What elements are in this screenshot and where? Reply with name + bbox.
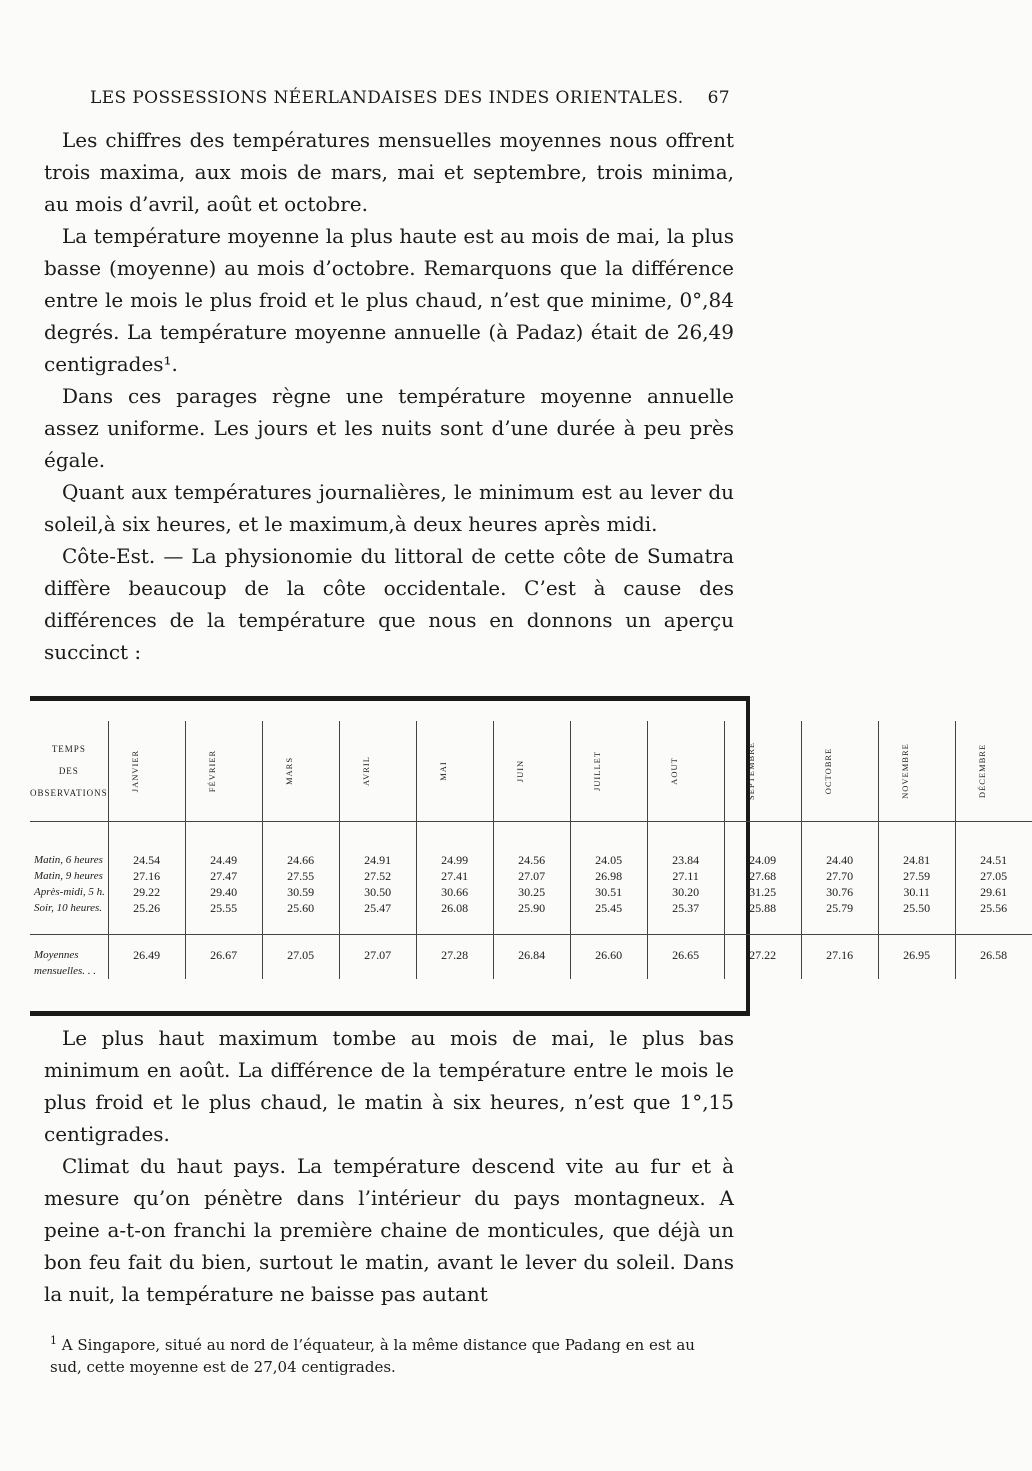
month-header	[493, 721, 570, 821]
table-cell: 27.16	[133, 868, 161, 883]
month-label: NOVEMBRE	[899, 742, 910, 799]
month-header	[108, 721, 185, 821]
text-block-before-table	[44, 124, 734, 668]
table-cell: 24.56	[518, 852, 546, 867]
table-cell: 27.41	[441, 868, 469, 883]
table-cell: 30.51	[595, 884, 623, 899]
table-cell: 26.98	[595, 868, 623, 883]
table-cell: 24.81	[903, 852, 931, 867]
month-label: DÉCEMBRE	[976, 743, 987, 798]
footnote-text: A Singapore, situé au nord de l’équateur, à la même distance que Padang en est au sud, cette moyenne est de 27,04 centigrades.	[50, 1336, 695, 1376]
month-label: JANVIER	[129, 749, 140, 792]
month-header	[724, 721, 801, 821]
table-cell: 25.26	[133, 900, 161, 915]
month-column	[185, 821, 262, 934]
table-cell: 25.56	[980, 900, 1008, 915]
table-cell: 24.49	[210, 852, 238, 867]
month-label: JUIN	[514, 759, 525, 782]
table-cell: 31.25	[749, 884, 777, 899]
table-cell: 27.47	[210, 868, 238, 883]
table-cell: 24.05	[595, 852, 623, 867]
table-cell: 26.08	[441, 900, 469, 915]
table-cell: 26.67	[185, 934, 262, 979]
table-cell: 24.40	[826, 852, 854, 867]
table-cell: 29.22	[133, 884, 161, 899]
month-header	[647, 721, 724, 821]
month-column	[339, 821, 416, 934]
table-cell: 27.16	[801, 934, 878, 979]
table-cell: 27.55	[287, 868, 315, 883]
table-cell: 24.66	[287, 852, 315, 867]
month-header	[801, 721, 878, 821]
running-head	[60, 88, 740, 116]
table-cell: 27.70	[826, 868, 854, 883]
table-cell: 27.68	[749, 868, 777, 883]
month-label: FÉVRIER	[206, 749, 217, 792]
observation-times	[30, 821, 108, 934]
footnote	[50, 1330, 730, 1378]
row-label: Matin, 9 heures	[34, 869, 103, 882]
month-header	[416, 721, 493, 821]
month-column	[416, 821, 493, 934]
paragraph: Le plus haut maximum tombe au mois de mai, le plus bas minimum en août. La différence de la température entre le mois le plus froid et le plus chaud, le matin à six heures, n’est que 1°,15 centigrades.	[44, 1026, 734, 1146]
month-column	[955, 821, 1032, 934]
table-cell: 25.45	[595, 900, 623, 915]
month-header	[878, 721, 955, 821]
month-label: JUILLET	[591, 750, 602, 791]
month-label: MARS	[283, 756, 294, 785]
table-cell: 26.58	[955, 934, 1032, 979]
table-cell: 30.76	[826, 884, 854, 899]
table-cell: 24.91	[364, 852, 392, 867]
table-cell: 26.60	[570, 934, 647, 979]
table-cell: 27.05	[980, 868, 1008, 883]
corner-header: TEMPS DES OBSERVATIONS	[30, 721, 108, 821]
row-label: Soir, 10 heures.	[34, 901, 103, 914]
table-cell: 26.49	[108, 934, 185, 979]
table-cell: 27.11	[672, 868, 699, 883]
table-cell: 25.55	[210, 900, 238, 915]
table-cell: 25.60	[287, 900, 315, 915]
month-column	[570, 821, 647, 934]
table-cell: 24.51	[980, 852, 1008, 867]
table-cell: 24.09	[749, 852, 777, 867]
month-column	[108, 821, 185, 934]
table-cell: 27.59	[903, 868, 931, 883]
paragraph: Climat du haut pays. La température descend vite au fur et à mesure qu’on pénètre dans l’intérieur du pays montagneux. A peine a-t-on franchi la première chaine de monticules, que déjà un bon feu fait du bien, surtout le matin, avant le lever du soleil. Dans la nuit, la température ne baisse pas autant	[44, 1154, 734, 1306]
table-cell: 27.05	[262, 934, 339, 979]
table-cell: 27.28	[416, 934, 493, 979]
month-label: OCTOBRE	[822, 747, 833, 795]
month-label: SEPTEMBRE	[745, 741, 756, 800]
month-header	[955, 721, 1032, 821]
month-label: AVRIL	[360, 755, 371, 786]
temperature-table	[30, 696, 1008, 1016]
month-label: AOUT	[668, 756, 679, 785]
month-column	[262, 821, 339, 934]
table-cell: 25.90	[518, 900, 546, 915]
month-column	[801, 821, 878, 934]
table-cell: 25.47	[364, 900, 392, 915]
page-number: 67	[707, 88, 730, 108]
row-label: Après-midi, 5 h.	[34, 885, 105, 898]
table-cell: 25.79	[826, 900, 854, 915]
table-cell: 23.84	[672, 852, 700, 867]
month-label: MAI	[437, 760, 448, 781]
table-cell: 27.52	[364, 868, 392, 883]
text-block-after-table	[44, 1022, 734, 1310]
month-header	[262, 721, 339, 821]
footnote-marker: 1	[50, 1334, 57, 1347]
table-cell: 30.25	[518, 884, 546, 899]
paragraph: Les chiffres des températures mensuelles moyennes nous offrent trois maxima, aux mois de mars, mai et septembre, trois minima, au mois d’avril, août et octobre.	[44, 128, 734, 216]
table-cell: 25.88	[749, 900, 777, 915]
table-cell: 24.54	[133, 852, 161, 867]
table-cell: 29.40	[210, 884, 238, 899]
month-column	[878, 821, 955, 934]
table-cell: 27.07	[518, 868, 546, 883]
month-header	[185, 721, 262, 821]
table-cell: 29.61	[980, 884, 1008, 899]
table-header-row	[30, 721, 1032, 821]
table-cell: 30.50	[364, 884, 392, 899]
month-column	[724, 821, 801, 934]
row-label: Moyennes mensuelles. . .	[30, 934, 108, 979]
paragraph: Côte-Est. — La physionomie du littoral de cette côte de Sumatra diffère beaucoup de la côte occidentale. C’est à cause des différences de la température que nous en donnons un aperçu succinct :	[44, 544, 734, 664]
row-label: Matin, 6 heures	[34, 853, 103, 866]
table-cell: 27.22	[724, 934, 801, 979]
observation-rows	[30, 821, 1032, 934]
month-header	[339, 721, 416, 821]
table-cell: 27.07	[339, 934, 416, 979]
paragraph: Dans ces parages règne une température moyenne annuelle assez uniforme. Les jours et les nuits sont d’une durée à peu près égale.	[44, 384, 734, 472]
average-row	[30, 934, 1032, 979]
table-cell: 30.66	[441, 884, 469, 899]
month-column	[647, 821, 724, 934]
temperature-table-grid	[30, 721, 1032, 979]
table-cell: 26.84	[493, 934, 570, 979]
paragraph: Quant aux températures journalières, le minimum est au lever du soleil,à six heures, et le maximum,à deux heures après midi.	[44, 480, 734, 536]
table-cell: 24.99	[441, 852, 469, 867]
table-cell: 30.20	[672, 884, 700, 899]
table-cell: 30.59	[287, 884, 315, 899]
table-cell: 25.50	[903, 900, 931, 915]
month-column	[493, 821, 570, 934]
paragraph: La température moyenne la plus haute est au mois de mai, la plus basse (moyenne) au mois d’octobre. Remarquons que la différence entre le mois le plus froid et le plus chaud, n’est que minime, 0°,84 degrés. La température moyenne annuelle (à Padaz) était de 26,49 centigrades¹.	[44, 224, 734, 376]
table-cell: 26.65	[647, 934, 724, 979]
table-cell: 26.95	[878, 934, 955, 979]
month-header	[570, 721, 647, 821]
table-cell: 30.11	[903, 884, 930, 899]
table-cell: 25.37	[672, 900, 700, 915]
running-title: LES POSSESSIONS NÉERLANDAISES DES INDES ORIENTALES.	[90, 88, 684, 108]
